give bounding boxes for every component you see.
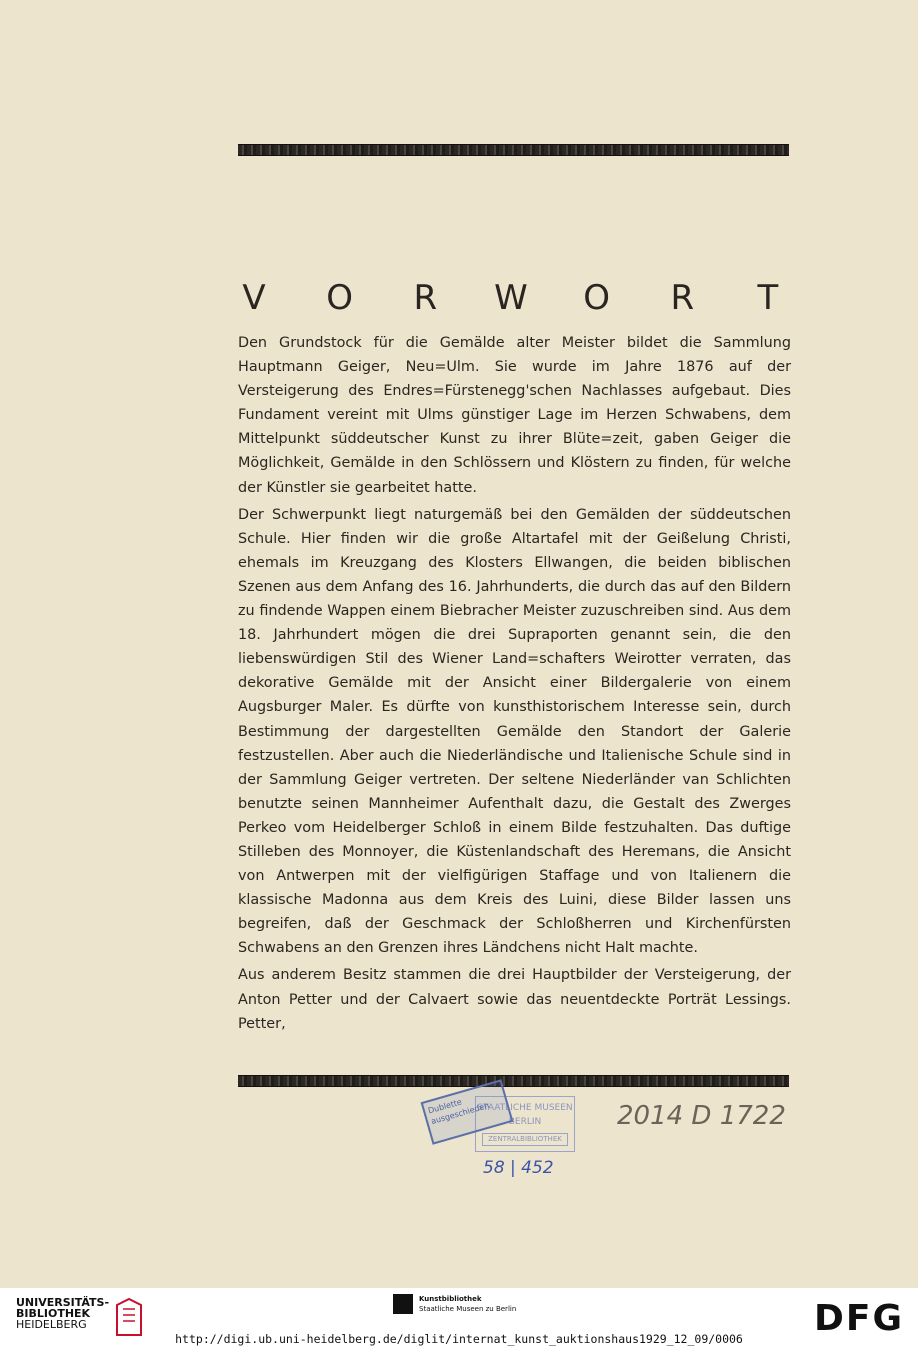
page-heading — [226, 278, 796, 318]
footer — [0, 1288, 918, 1347]
uni-line-1: UNIVERSITÄTS- — [16, 1296, 110, 1309]
pencil-note: 2014 D 1722 — [617, 1101, 786, 1131]
body-text — [238, 331, 791, 1039]
top-ornamental-rule — [238, 144, 789, 156]
uni-line-3: HEIDELBERG — [16, 1318, 87, 1331]
dublette-stamp: Dublette ausgeschieden — [421, 1079, 514, 1144]
heading-letter: W — [494, 278, 528, 318]
heading-letter: O — [326, 278, 354, 318]
uni-line-2: BIBLIOTHEK — [16, 1307, 91, 1320]
heading-letter: R — [670, 278, 695, 318]
paragraph: Aus anderem Besitz stammen die drei Hauptbilder der Versteigerung, der Anton Petter und der Calvaert sowie das neuentdeckte Porträt Lessings. Petter, — [238, 967, 791, 1032]
seal-icon — [113, 1297, 143, 1337]
paragraph: Den Grundstock für die Gemälde alter Meister bildet die Sammlung Hauptmann Geiger, Neu=Ulm. Sie wurde im Jahre 1876 auf der Versteigerung des Endres=Fürstenegg'schen Nachlasses aufgebaut. Dies Fundament vereint mit Ulms günstiger Lage im Herzen Schwabens, dem Mittelpunkt süddeutscher Kunst zu ihrer Blüte=zeit, gaben Geiger die Möglichkeit, Gemälde in den Schlössern und Klöstern zu finden, für welche der Künstler sie gearbeitet hatte. — [238, 335, 791, 496]
dfg-logo[interactable]: DFG — [813, 1298, 904, 1339]
museum-stamp: STAATLICHE MUSEEN BERLIN ZENTRALBIBLIOTHEK — [475, 1096, 575, 1152]
kb-line-2: Staatliche Museen zu Berlin — [419, 1305, 517, 1313]
source-url[interactable]: http://digi.ub.uni-heidelberg.de/diglit/internat_kunst_auktionshaus1929_12_09/0006 — [175, 1332, 743, 1346]
shelfmark: 58 | 452 — [483, 1158, 554, 1178]
zentralbibliothek-stamp: ZENTRALBIBLIOTHEK — [482, 1133, 568, 1146]
paragraph: Der Schwerpunkt liegt naturgemäß bei den Gemälden der süddeutschen Schule. Hier finden wir die große Altartafel mit der Geißelung Christi, ehemals im Kreuzgang des Klosters Ellwangen, die beiden biblischen Szenen aus dem Anfang des 16. Jahrhunderts, die durch das auf den Bildern zu findende Wappen einem Biebracher Meister zuzuschreiben sind. Aus dem 18. Jahrhundert mögen die drei Supraporten genannt sein, die den liebenswürdigen Stil des Wiener Land=schafters Weirotter verraten, das dekorative Gemälde mit der Ansicht einer Bildergalerie von einem Augsburger Maler. Es dürfte von kunsthistorischem Interesse sein, durch Bestimmung der dargestellten Gemälde den Standort der Galerie festzustellen. Aber auch die Niederländische und Italienische Schule sind in der Sammlung Geiger vertreten. Der seltene Niederländer van Schlichten benutzte seinen Mannheimer Aufenthalt dazu, die Gestalt des Zwerges Perkeo vom Heidelberger Schloß in einem Bilde festzuhalten. Das duftige Stilleben des Monnoyer, die Küstenlandschaft des Heremans, die Ansicht von Antwerpen mit der vielfigürigen Staffage und von Italienern die klassische Madonna aus dem Kreis des Luini, diese Bilder lassen uns begreifen, daß der Geschmack der Schloßherren und Kirchenfürsten Schwabens an den Grenzen ihres Ländchens nicht Halt machte. — [238, 506, 791, 957]
heading-letter: T — [757, 278, 779, 318]
university-library-logo[interactable] — [16, 1297, 143, 1337]
bottom-ornamental-rule — [238, 1075, 789, 1087]
kunstbibliothek-icon — [393, 1294, 413, 1314]
kunstbibliothek-logo[interactable] — [393, 1294, 516, 1314]
kb-line-1: Kunstbibliothek — [419, 1295, 482, 1303]
heading-letter: R — [413, 278, 438, 318]
heading-letter: O — [583, 278, 610, 318]
heading-letter: V — [242, 278, 266, 318]
library-stamps — [425, 1090, 585, 1160]
